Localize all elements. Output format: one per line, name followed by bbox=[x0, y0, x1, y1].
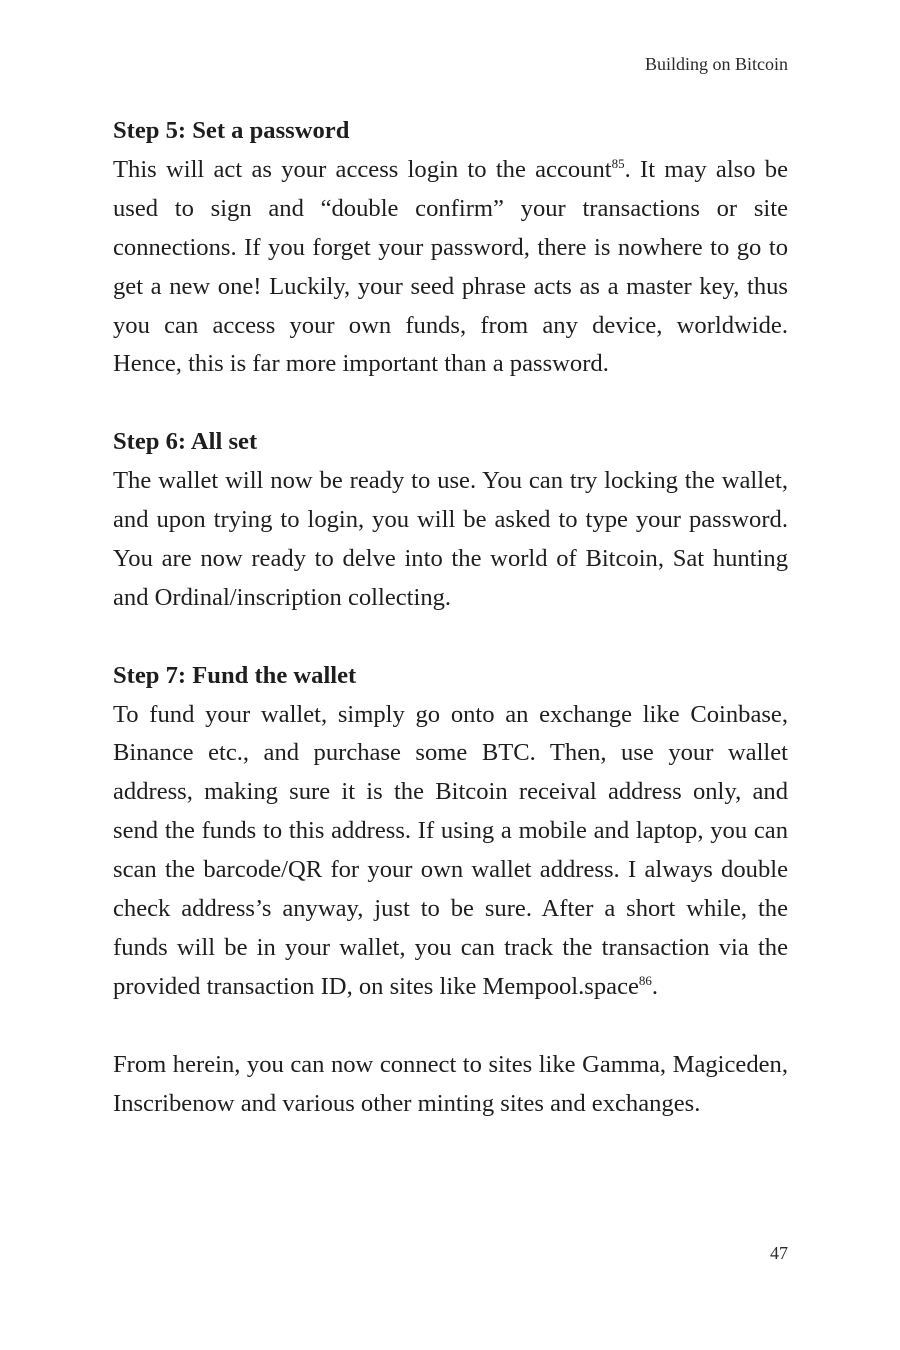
section-paragraph bbox=[113, 151, 788, 384]
closing-paragraph: From herein, you can now connect to sites like Gamma, Magiceden, Inscribenow and various other minting sites and exchanges. bbox=[113, 1050, 788, 1117]
section-paragraph: The wallet will now be ready to use. You can try locking the wallet, and upon trying to login, you will be asked to type your password. You are now ready to delve into the world of Bitcoin, Sat hunting and Ordinal/inscription collecting. bbox=[113, 467, 788, 611]
running-header: Building on Bitcoin bbox=[644, 54, 788, 74]
paragraph-text: This will act as your access login to the account bbox=[113, 155, 612, 183]
page-body bbox=[113, 112, 788, 1124]
section-step-7 bbox=[113, 657, 788, 1007]
footnote-marker[interactable]: 86 bbox=[638, 972, 652, 988]
footnote-marker[interactable]: 85 bbox=[611, 155, 625, 171]
section-heading: Step 7: Fund the wallet bbox=[113, 661, 357, 689]
paragraph-text: To fund your wallet, simply go onto an exchange like Coinbase, Binance etc., and purchase some BTC. Then, use your wallet address, making sure it is the Bitcoin receival address only, and send the funds to this address. If using a mobile and laptop, you can scan the barcode/QR for your own wallet address. I always double check address’s anyway, just to be sure. After a short while, the funds will be in your wallet, you can track the transaction via the provided transaction ID, on sites like Mempool.space bbox=[113, 700, 788, 1000]
section-heading: Step 5: Set a password bbox=[113, 117, 350, 144]
closing-section bbox=[113, 1046, 788, 1124]
section-paragraph bbox=[113, 696, 788, 1007]
section-heading: Step 6: All set bbox=[113, 428, 258, 456]
section-step-6 bbox=[113, 423, 788, 618]
paragraph-text: . bbox=[651, 972, 659, 1000]
section-step-5 bbox=[113, 112, 788, 384]
page-number: 47 bbox=[770, 1243, 788, 1263]
paragraph-text: . It may also be used to sign and “double confirm” your transactions or site connections. If you forget your password, there is nowhere to go to get a new one! Luckily, your seed phrase acts as a master key, thus you can access your own funds, from any device, worldwide. Hence, this is far more important than a password. bbox=[113, 155, 789, 378]
